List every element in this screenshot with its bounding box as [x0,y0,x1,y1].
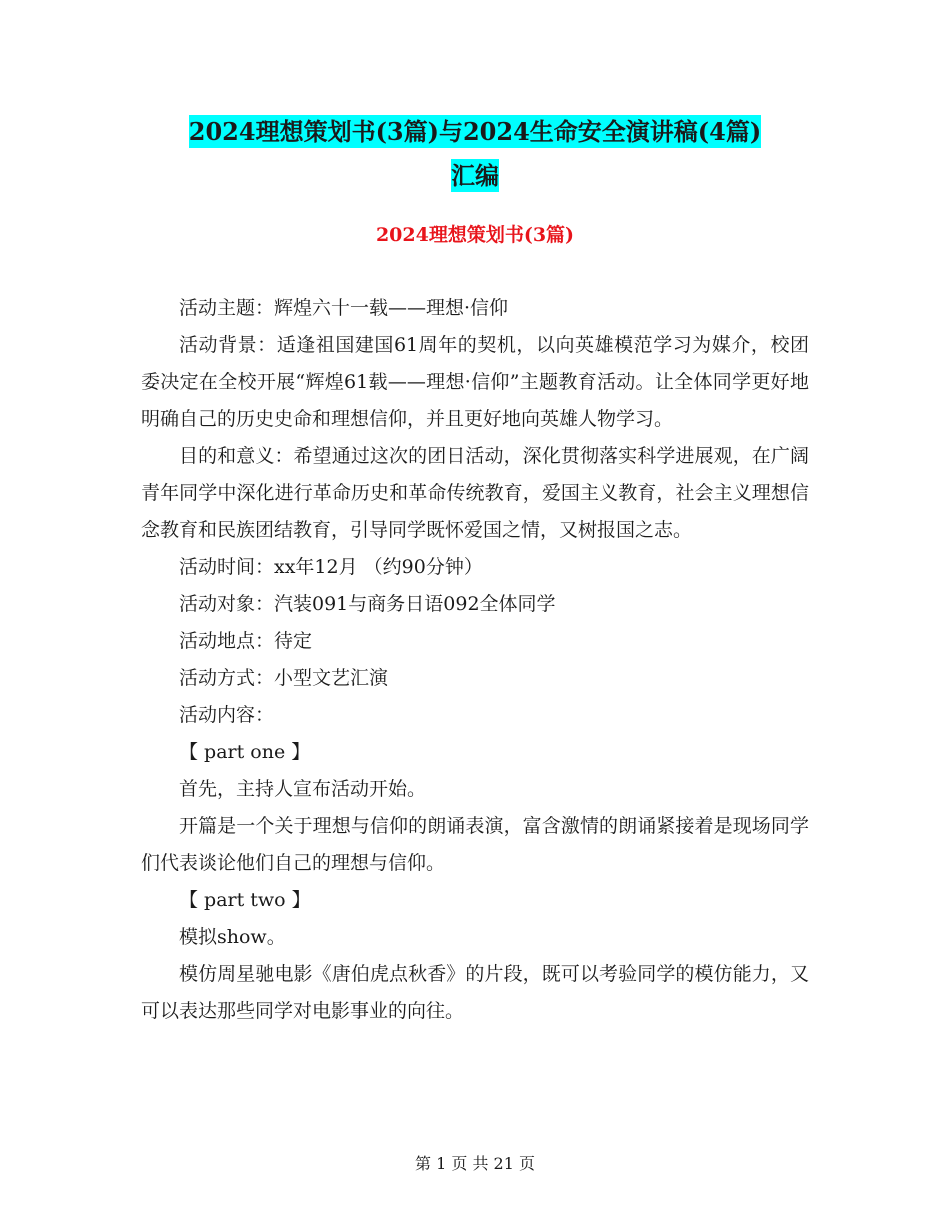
document-title [140,110,810,198]
paragraph: 活动主题：辉煌六十一载——理想·信仰 [179,297,509,319]
paragraph: 活动背景：适逢祖国建国61周年的契机，以向英雄模范学习为媒介，校团委决定在全校开展“辉煌61载——理想·信仰”主题教育活动。让全体同学更好地明确自己的历史史命和理想信仰，并且更好地向英雄人物学习。 [141,334,809,430]
paragraph: 开篇是一个关于理想与信仰的朗诵表演，富含激情的朗诵紧接着是现场同学们代表谈论他们自己的理想与信仰。 [141,815,809,874]
paragraph: 首先，主持人宣布活动开始。 [179,778,427,800]
title-line-1: 2024理想策划书(3篇)与2024生命安全演讲稿(4篇) [188,117,762,146]
paragraph: 活动地点：待定 [179,630,313,652]
paragraph: 目的和意义：希望通过这次的团日活动，深化贯彻落实科学进展观，在广阔青年同学中深化进行革命历史和革命传统教育，爱国主义教育，社会主义理想信念教育和民族团结教育，引导同学既怀爱国之情，又树报国之志。 [141,445,809,541]
page-footer: 第 1 页 共 21 页 [415,1154,535,1173]
section-title: 2024理想策划书(3篇) [375,224,575,246]
document-body [141,290,809,1030]
paragraph: 【 part two 】 [179,889,311,911]
paragraph: 模仿周星驰电影《唐伯虎点秋香》的片段，既可以考验同学的模仿能力，又可以表达那些同学对电影事业的向往。 [141,963,809,1022]
paragraph: 活动对象：汽装091与商务日语092全体同学 [179,593,556,615]
paragraph: 活动方式：小型文艺汇演 [179,667,389,689]
paragraph: 活动内容： [179,704,275,726]
paragraph: 活动时间：xx年12月 （约90分钟） [179,556,483,578]
paragraph: 模拟show。 [179,926,286,948]
paragraph: 【 part one 】 [179,741,311,763]
title-line-2: 汇编 [451,161,499,190]
